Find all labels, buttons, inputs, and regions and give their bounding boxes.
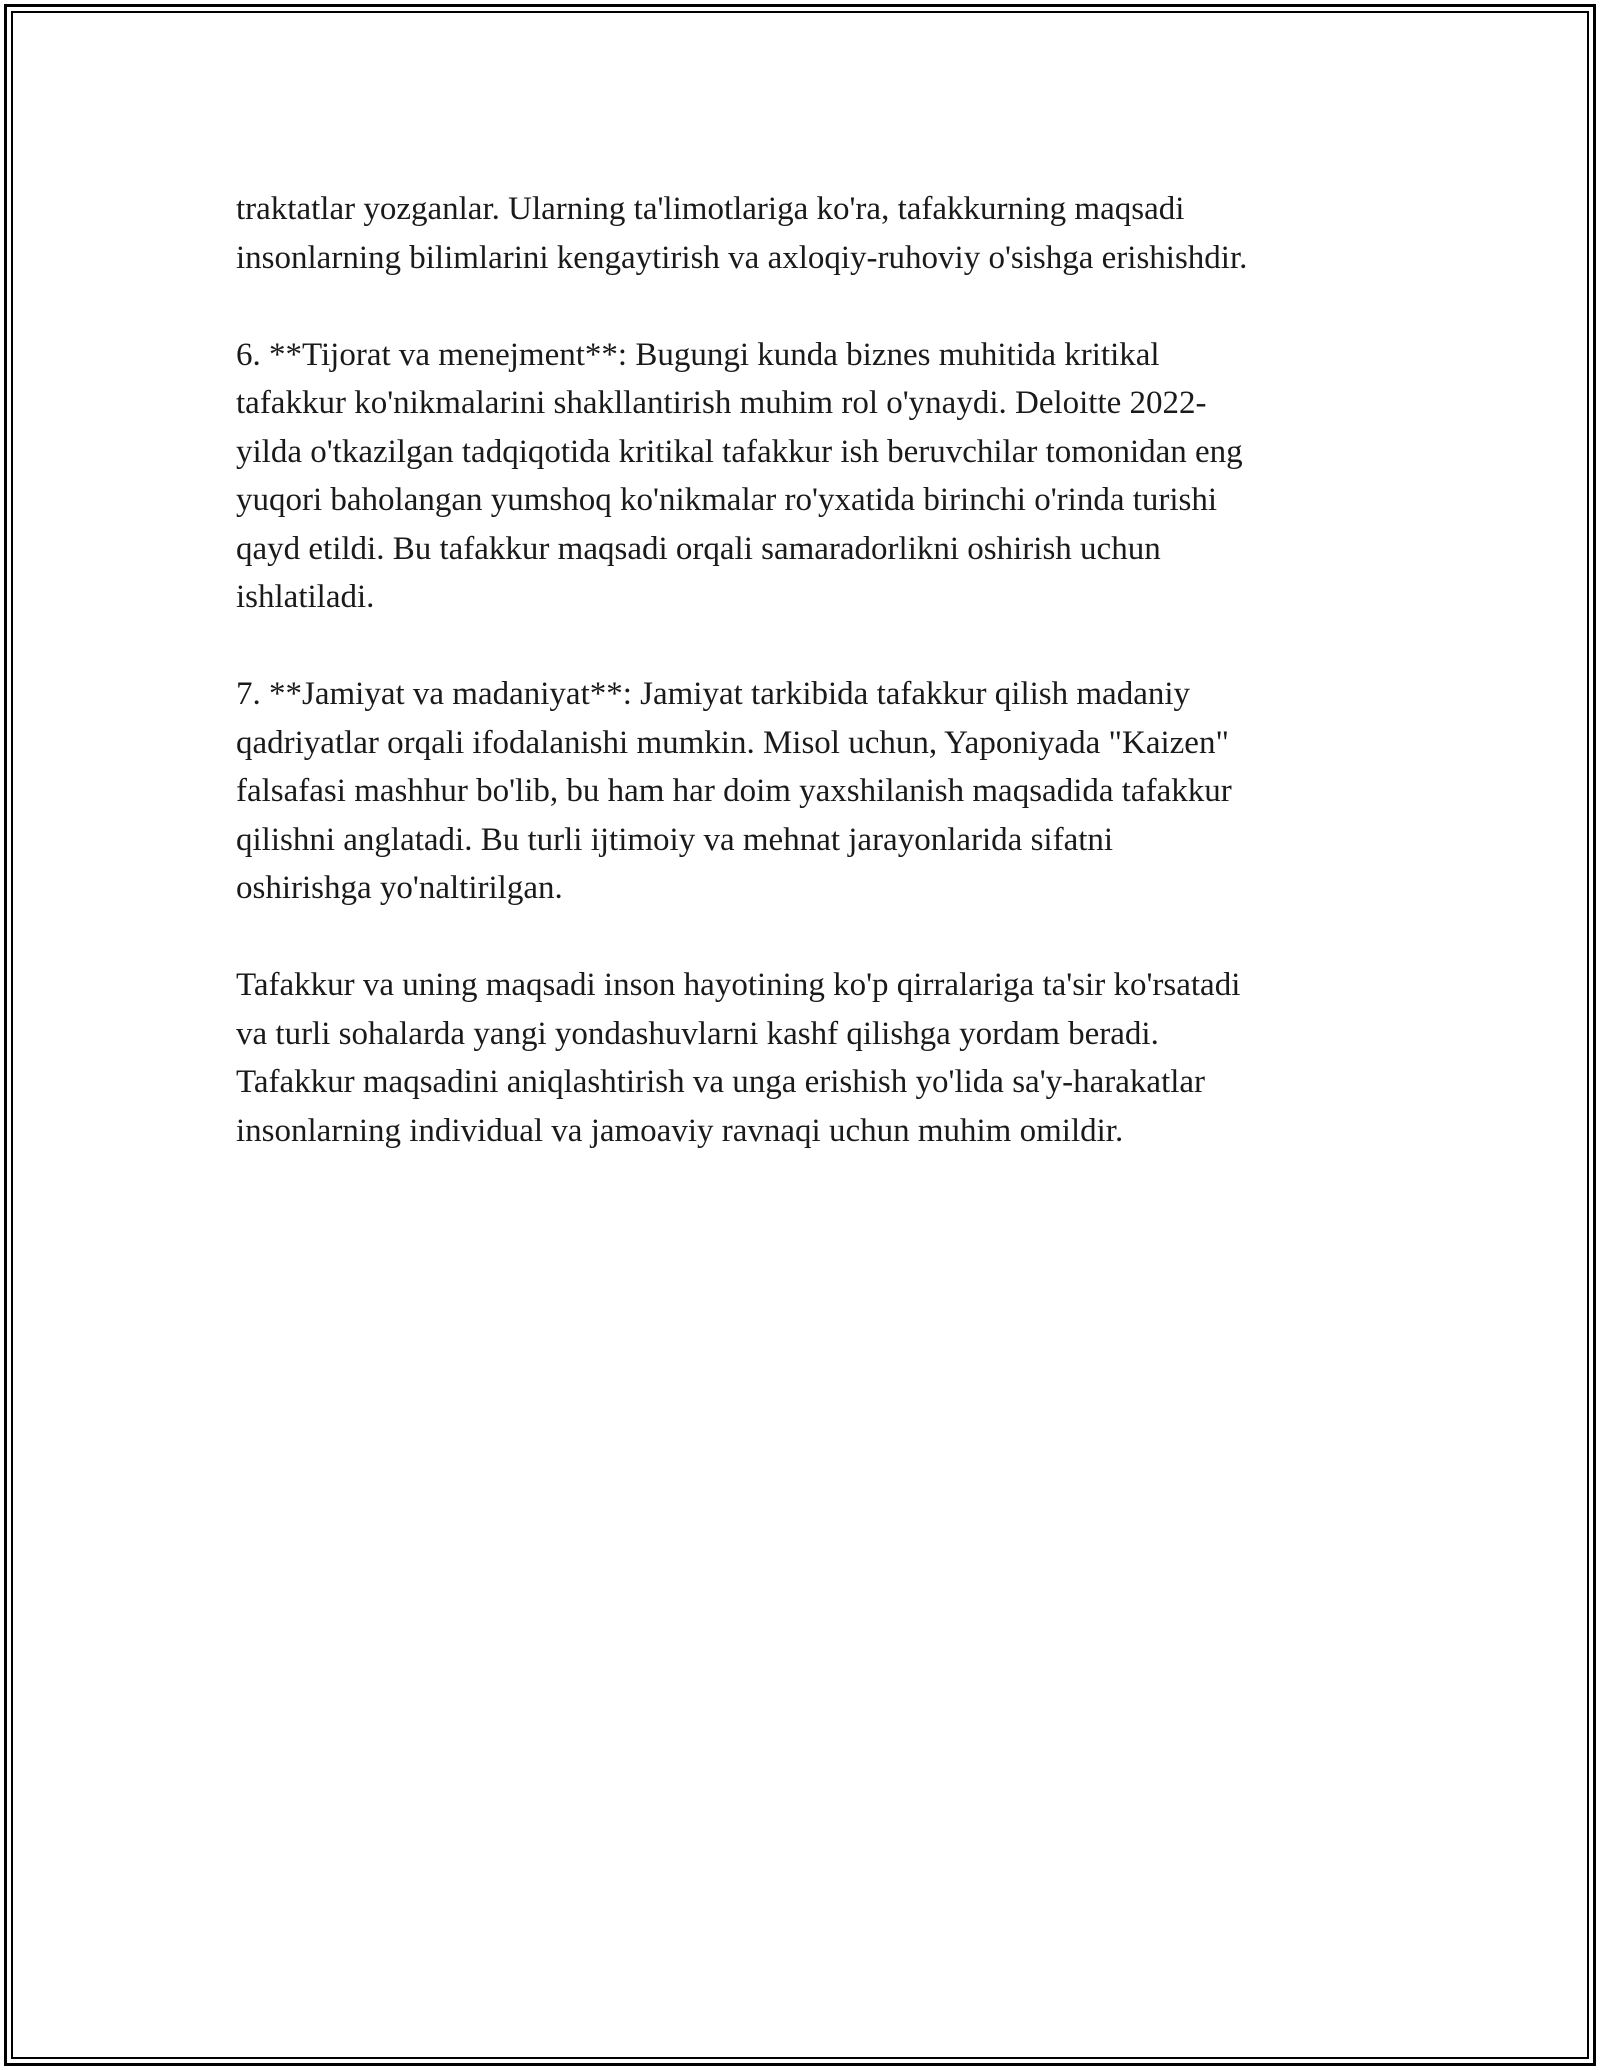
document-body (236, 185, 1386, 1155)
paragraph-continuation: traktatlar yozganlar. Ularning ta'limotlariga ko'ra, tafakkurning maqsadi insonlarning bilimlarini kengaytirish va axloqiy-ruhoviy o'sishga erishishdir. (236, 191, 1248, 276)
paragraph-conclusion: Tafakkur va uning maqsadi inson hayotining ko'p qirralariga ta'sir ko'rsatadi va turli sohalarda yangi yondashuvlarni kashf qilishga yordam beradi. Tafakkur maqsadini aniqlashtirish va unga erishish yo'lida sa'y-harakatlar insonlarning individual va jamoaviy ravnaqi uchun muhim omildir. (236, 967, 1241, 1149)
paragraph-tijorat-va-menejment: 6. **Tijorat va menejment**: Bugungi kunda biznes muhitida kritikal tafakkur ko'nikmalarini shakllantirish muhim rol o'ynaydi. Deloitte 2022- yilda o'tkazilgan tadqiqotida kritikal tafakkur ish beruvchilar tomonidan eng yuqori baholangan yumshoq ko'nikmalar ro'yxatida birinchi o'rinda turishi qayd etildi. Bu tafakkur maqsadi orqali samaradorlikni oshirish uchun ishlatiladi. (236, 336, 1243, 615)
paragraph-jamiyat-va-madaniyat: 7. **Jamiyat va madaniyat**: Jamiyat tarkibida tafakkur qilish madaniy qadriyatlar orqali ifodalanishi mumkin. Misol uchun, Yaponiyada "Kaizen" falsafasi mashhur bo'lib, bu ham har doim yaxshilanish maqsadida tafakkur qilishni anglatadi. Bu turli ijtimoiy va mehnat jarayonlarida sifatni oshirishga yo'naltirilgan. (236, 676, 1232, 906)
